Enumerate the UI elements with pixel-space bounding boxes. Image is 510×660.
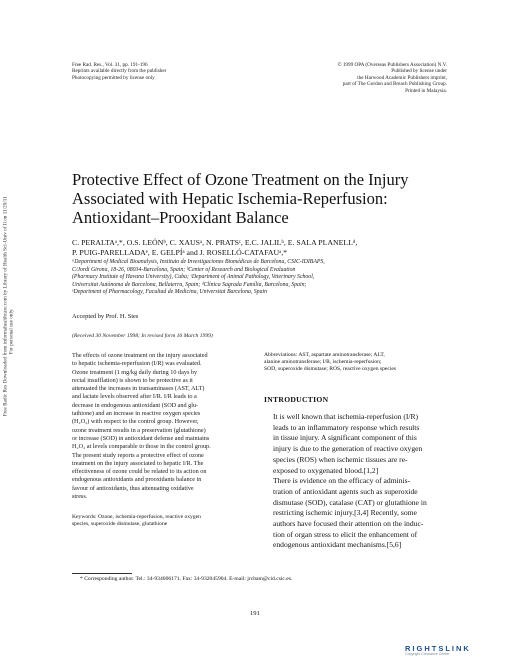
intro-p1-lines-line: in tissue injury. A significant component of this [273, 433, 417, 443]
abstract-lines-line: favour of antioxidants, thus attenuating oxidative [72, 484, 194, 492]
intro-p1-lines-line: It is well known that ischemia-reperfusion (I/R) [273, 412, 419, 421]
abstract-lines-line: ozone treatment results in a preservation (glutathione) [72, 426, 206, 434]
abstract-lines-line: decrease in endogenous antioxidant (SOD and glu- [72, 401, 199, 409]
intro-p2-lines-line: restricting ischemic injury.[3,4] Recently, some [273, 508, 417, 518]
introduction-text [264, 412, 444, 551]
affiliation-lines-line: ᵃDepartment of Medical Bioanalysis, Instituto de Investigaciones Biomédicas de Barcelona, CSIC-IDIBAPS, [72, 259, 325, 265]
authors-lines-line: C. PERALTAᵃ,*, O.S. LEÓNᵇ, C. XAUSᵃ, N. PRATSᶜ, E.C. JALILᵇ, E. SALA PLANELLᵈ, [72, 238, 358, 247]
intro-p2-lines-line: dismutase (SOD), catalase (CAT) or glutathione in [273, 497, 427, 507]
abstract-lines-line: rectal insufflation) is shown to be protective as it [72, 376, 193, 384]
keywords-lines-line: species, superoxide dismutase, glutathione [72, 521, 168, 528]
side-note-line: For personal use only. [9, 308, 15, 355]
article-title [72, 170, 452, 227]
page-number: 191 [250, 610, 260, 617]
affiliation-lines-line: ᵉDepartment of Pharmacology, Facultad de Medicina, Universitat Barcelona, Spain [72, 289, 267, 295]
footnote-rule [72, 573, 132, 574]
abstract-lines-line: to hepatic ischemia-reperfusion (I/R) was evaluated. [72, 360, 202, 368]
intro-p1-lines-line: leads to an inflammatory response which results [273, 422, 420, 432]
header-right-line: Published by license under [391, 68, 447, 75]
abbreviations-lines-line: SOD, superoxide dismutase; ROS, reactive oxygen species [264, 366, 397, 373]
keywords-lines-line: Keywords: Ozone, ischemia-reperfusion, reactive oxygen [72, 514, 201, 520]
abstract-lines-line: and lactate levels observed after I/R. I/R leads to a [72, 393, 197, 401]
intro-p2-lines-line: endogenous antioxidant mechanisms.[5,6] [273, 540, 402, 550]
side-note-line: Free Radic Res Downloaded from informahealthcare.com by Library of Health Sci-Univ of Il on 11/20/11 [2, 196, 9, 417]
rightslink-tagline: Copyright Clearance Center [405, 652, 450, 656]
abstract-lines-line: The effects of ozone treatment on the injury associated [72, 352, 208, 359]
header-right-line: the Harwood Academic Publishers imprint, [357, 74, 447, 81]
rightslink-logo[interactable]: RIGHTSLINK [405, 644, 471, 653]
abstract-lines-line: endogenous antioxidants and prooxidants balance in [72, 476, 202, 484]
abbreviations [264, 352, 444, 374]
intro-p1-lines-line: exposed to oxygenated blood.[1,2] [273, 465, 379, 475]
intro-p2-lines-line: There is evidence on the efficacy of adminis- [273, 476, 411, 486]
abstract-lines-line: stress. [72, 493, 88, 501]
title-lines-line: Protective Effect of Ozone Treatment on the Injury [72, 170, 409, 189]
received-dates: (Received 30 November 1998; In revised form 16 March 1999) [72, 333, 213, 339]
affiliation-lines-line: (Pharmacy Institute of Havana University), Cuba; ᶜDepartment of Animal Pathology, Veterinary School, [72, 274, 315, 280]
header-right-line: © 1999 OPA (Overseas Publishers Association) N.V. [337, 62, 447, 68]
intro-p2-lines-line: authors have focused their attention on the induc- [273, 519, 424, 529]
header-left-line: Reprints available directly from the publisher [72, 68, 167, 75]
intro-p1-lines-line: species (ROS) when ischemic tissues are re- [273, 454, 408, 464]
intro-p1-lines-line: injury is due to the generation of reactive oxygen [273, 444, 423, 454]
abstract-lines-line: H₂O₂ at levels comparable to those in the control group. [72, 443, 211, 451]
abstract-lines-line: effectiveness of ozone could be related to its action on [72, 468, 207, 476]
intro-paragraph-2 [264, 476, 444, 551]
abbreviations-lines-line: Abbreviations: AST, aspartate aminotransferase; ALT, [264, 352, 385, 358]
header-left-line: Photocopying permitted by license only [72, 74, 155, 81]
affiliations [72, 259, 452, 297]
abstract-lines-line: or increase (SOD) in antioxidant defense and maintains [72, 434, 210, 442]
corresponding-author-footnote: * Corresponding author. Tel.: 34-934006171. Fax: 34-932045904. E-mail: jrcbam@cid.csic.es. [80, 576, 293, 582]
header-right-line: part of The Gordon and Breach Publishing Group. [342, 81, 447, 88]
authors-lines-line: P. PUIG-PARELLADAᵉ, E. GELPÍᵃ and J. ROSELLÓ-CATAFAUᵃ,* [72, 248, 288, 257]
header-left-line: Free Rad. Res., Vol. 31, pp. 191-196 [72, 62, 148, 68]
intro-p2-lines-line: tration of antioxidant agents such as superoxide [273, 486, 418, 496]
side-download-note [2, 196, 16, 417]
accepted-by: Accepted by Prof. H. Sies [72, 313, 139, 320]
intro-p2-lines-line: tion of organ stress to elicit the enhancement of [273, 529, 418, 539]
affiliation-lines-line: Universitat Autònoma de Barcelona, Bellaterra, Spain; ᵈClínica Sagrada Família, Barcelona, Spain; [72, 281, 307, 288]
section-heading-introduction: INTRODUCTION [264, 395, 329, 404]
header-right-line: Printed in Malaysia. [405, 87, 447, 94]
abstract-lines-line: attenuated the increases in transaminases (AST, ALT) [72, 385, 205, 393]
keywords [72, 514, 250, 528]
title-lines-line: Antioxidant–Prooxidant Balance [72, 208, 289, 227]
abstract-lines-line: tathione) and an increase in reactive oxygen species [72, 410, 201, 418]
title-lines-line: Associated with Hepatic Ischemia-Reperfusion: [72, 189, 388, 208]
abbreviations-lines-line: alanine aminotransferase; I/R, ischemia-reperfusion; [264, 359, 382, 366]
abstract-lines-line: Ozone treatment (1 mg/kg daily during 10 days by [72, 368, 198, 376]
header-right [338, 62, 447, 94]
abstract-lines-line: treatment on the injury associated to hepatic I/R. The [72, 459, 204, 467]
author-list [72, 238, 442, 258]
abstract [72, 352, 250, 501]
affiliation-lines-line: C/Jordi Girona, 18-26, 08034-Barcelona, Spain; ᵇCenter of Research and Biological Evaluation [72, 266, 296, 273]
header-left [72, 62, 166, 81]
abstract-lines-line: (H₂O₂) with respect to the control group. However, [72, 418, 199, 426]
abstract-lines-line: The present study reports a protective effect of ozone [72, 451, 204, 459]
intro-paragraph-1 [264, 412, 444, 476]
